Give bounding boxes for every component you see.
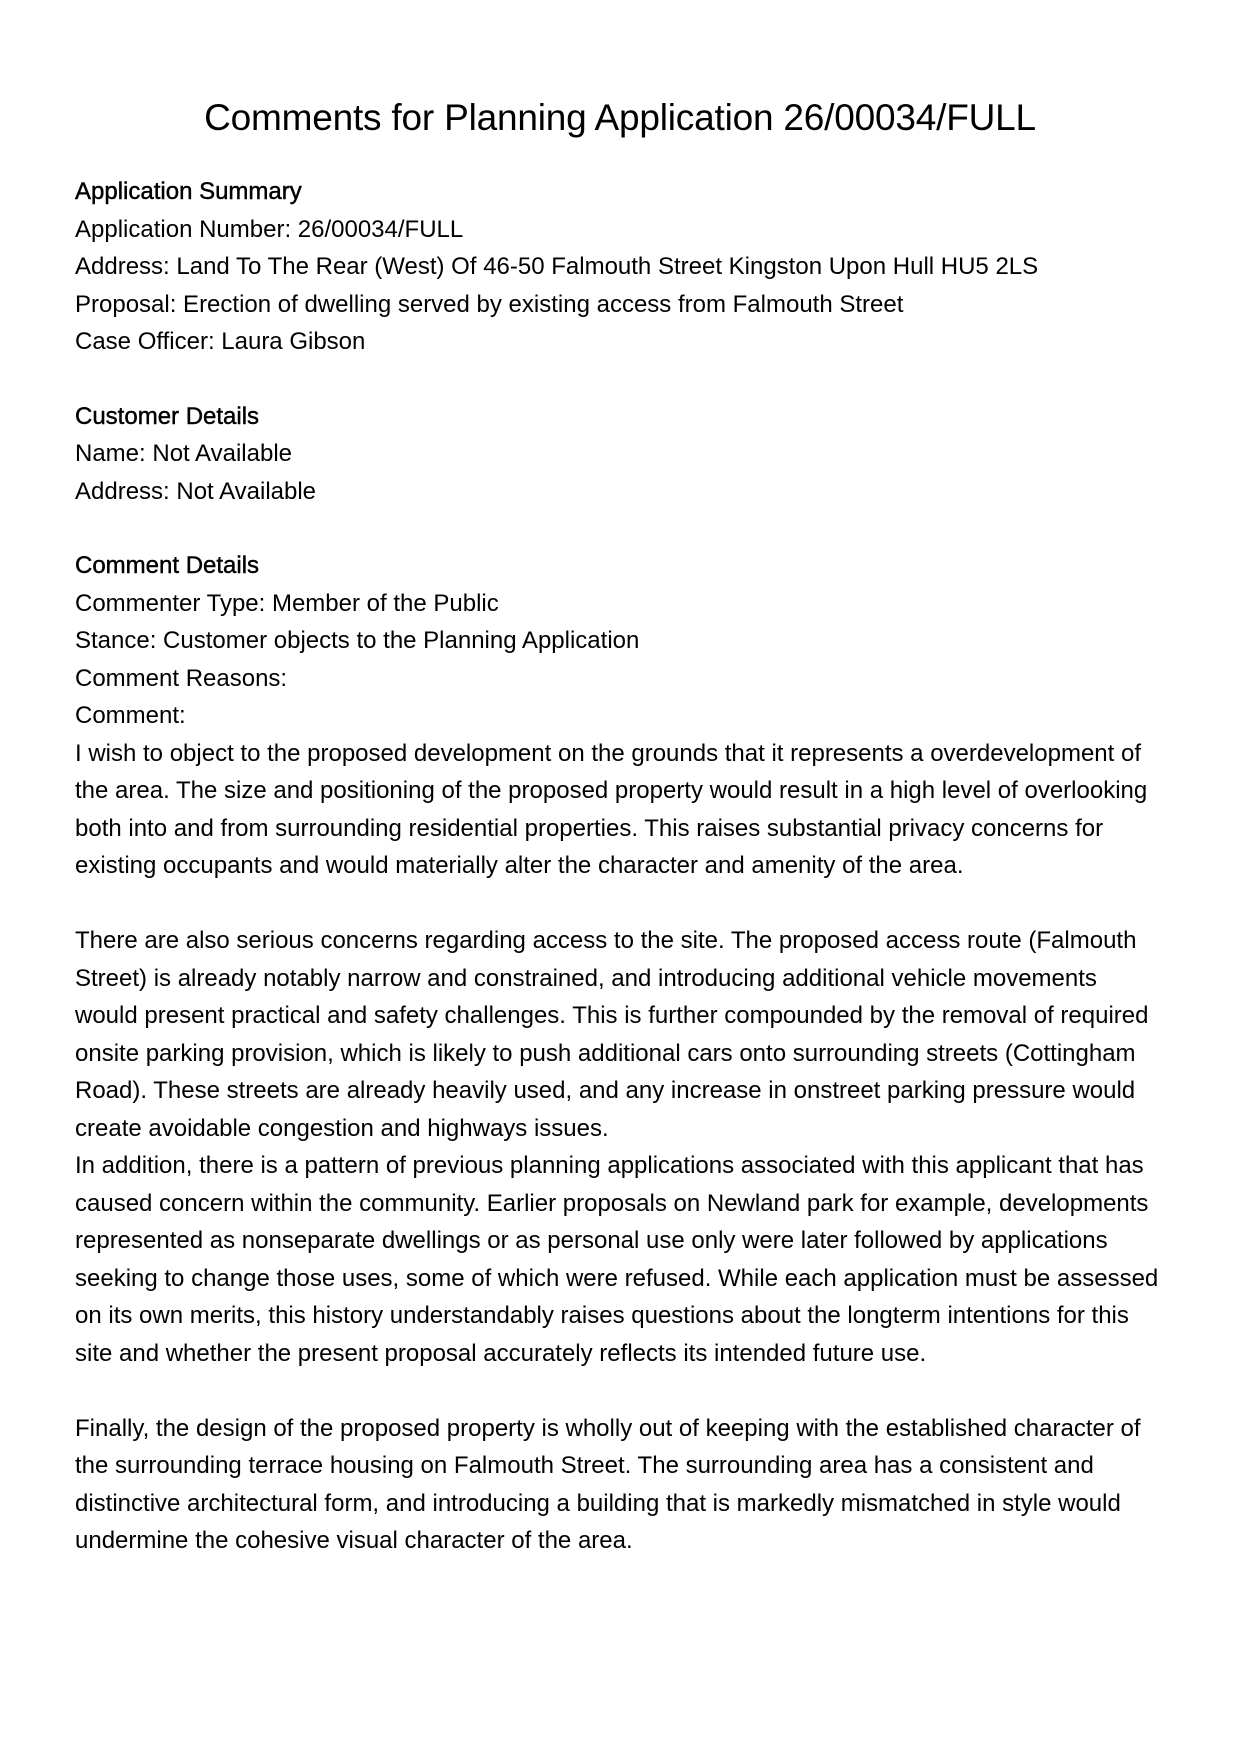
application-summary-section [75,173,1165,361]
stance: Stance: Customer objects to the Planning Application [75,627,640,654]
customer-details-heading: Customer Details [75,402,260,430]
case-officer: Case Officer: Laura Gibson [75,328,366,355]
comment-paragraph: There are also serious concerns regarding access to the site. The proposed access route (Falmouth Street) is already notably narrow and constrained, and introducing additional vehicle movements would present practical and safety challenges. This is further compounded by the removal of required onsite parking provision, which is likely to push additional cars onto surrounding streets (Cottingham Road). These streets are already heavily used, and any increase in onstreet parking pressure would create avoidable congestion and highways issues. [75,927,1149,1142]
comment-details-heading: Comment Details [75,552,260,579]
comment-paragraph: I wish to object to the proposed development on the grounds that it represents a overdevelopment of the area. The size and positioning of the proposed property would result in a high level of overlooking both into and from surrounding residential properties. This raises substantial privacy concerns for existing occupants and would materially alter the character and amenity of the area. [75,739,1148,879]
commenter-type: Commenter Type: Member of the Public [75,589,499,617]
customer-name: Name: Not Available [75,440,293,467]
application-proposal: Proposal: Erection of dwelling served by existing access from Falmouth Street [75,290,904,318]
application-address: Address: Land To The Rear (West) Of 46-50 Falmouth Street Kingston Upon Hull HU5 2LS [75,253,1039,280]
application-summary-heading: Application Summary [75,178,302,205]
paragraph-spacer [75,1372,1165,1410]
customer-details-section [75,398,1165,511]
comment-details-section [75,547,1165,1560]
application-number: Application Number: 26/00034/FULL [75,215,464,243]
comment-paragraph: In addition, there is a pattern of previous planning applications associated with this applicant that has caused concern within the community. Earlier proposals on Newland park for example, developments represented as nonseparate dwellings or as personal use only were later followed by applications seeking to change those uses, some of which were refused. While each application must be assessed on its own merits, this history understandably raises questions about the longterm intentions for this site and whether the present proposal accurately reflects its intended future use. [75,1152,1159,1367]
customer-address: Address: Not Available [75,477,317,505]
paragraph-spacer [75,885,1165,923]
comment-label: Comment: [75,702,186,729]
comment-reasons-label: Comment Reasons: [75,664,288,692]
page-title: Comments for Planning Application 26/00034/FULL [204,97,1036,138]
comment-paragraph: Finally, the design of the proposed property is wholly out of keeping with the established character of the surrounding terrace housing on Falmouth Street. The surrounding area has a consistent and distinctive architectural form, and introducing a building that is markedly mismatched in style would undermine the cohesive visual character of the area. [75,1414,1141,1554]
